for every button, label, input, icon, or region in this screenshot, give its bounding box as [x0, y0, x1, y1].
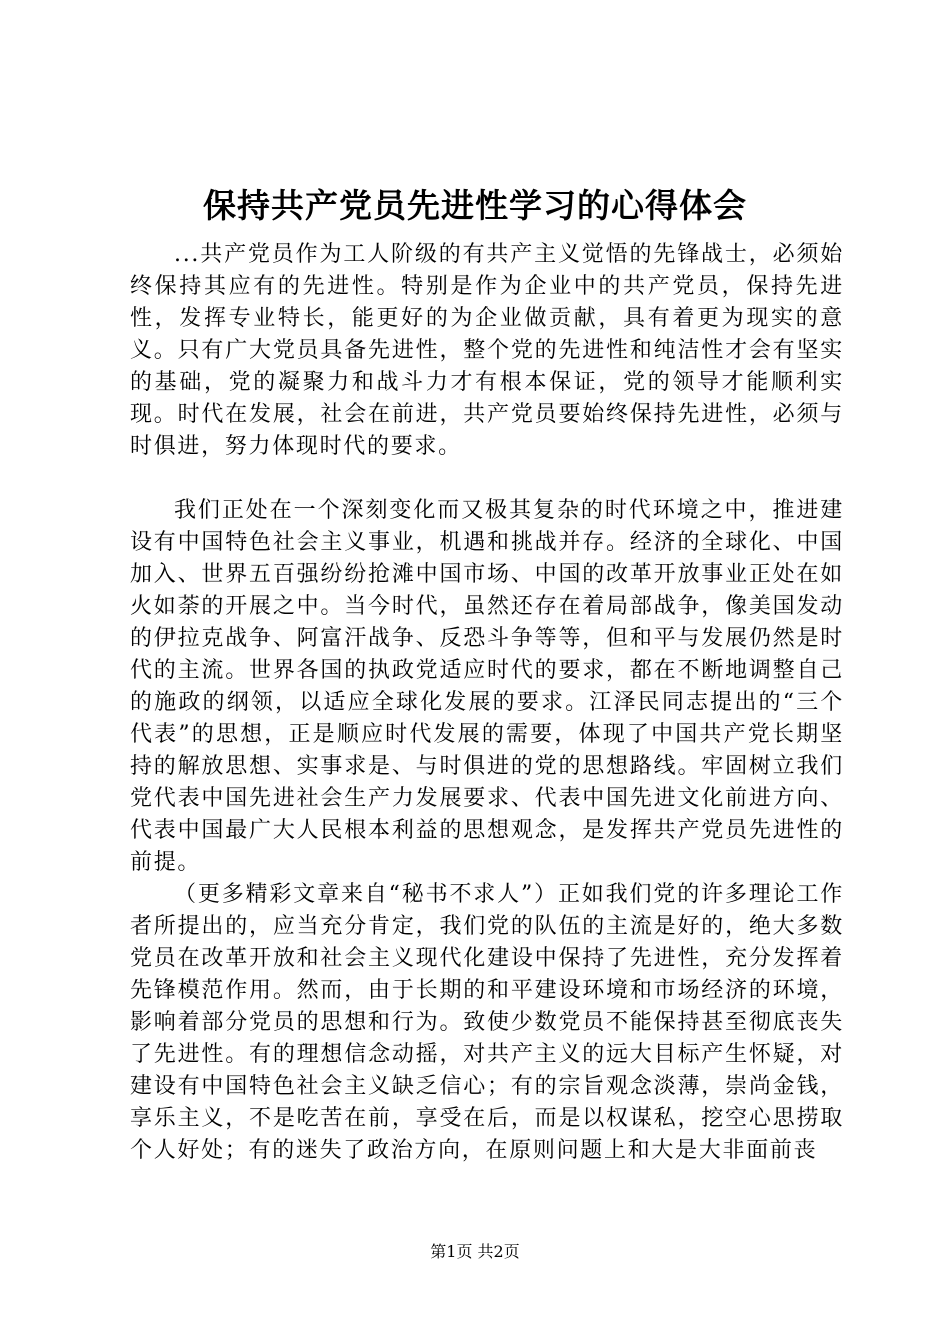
paragraph-spacer — [130, 463, 844, 495]
document-body — [130, 239, 844, 1167]
page-number-footer: 第1页 共2页 — [430, 1242, 520, 1261]
paragraph-1: ...共产党员作为工人阶级的有共产主义觉悟的先锋战士，必须始终保持其应有的先进性。特别是作为企业中的共产党员，保持先进性，发挥专业特长，能更好的为企业做贡献，具有着更为现实的意义。只有广大党员具备先进性，整个党的先进性和纯洁性才会有坚实的基础，党的凝聚力和战斗力才有根本保证，党的领导才能顺利实现。时代在发展，社会在前进，共产党员要始终保持先进性，必须与时俱进，努力体现时代的要求。 — [130, 242, 844, 459]
paragraph-3: （更多精彩文章来自“秘书不求人”）正如我们党的许多理论工作者所提出的，应当充分肯定，我们党的队伍的主流是好的，绝大多数党员在改革开放和社会主义现代化建设中保持了先进性，充分发挥着先锋模范作用。然而，由于长期的和平建设环境和市场经济的环境，影响着部分党员的思想和行为。致使少数党员不能保持甚至彻底丧失了先进性。有的理想信念动摇，对共产主义的远大目标产生怀疑，对建设有中国特色社会主义缺乏信心；有的宗旨观念淡薄，崇尚金钱，享乐主义，不是吃苦在前，享受在后，而是以权谋私，挖空心思捞取个人好处；有的迷失了政治方向，在原则问题上和大是大非面前丧 — [130, 882, 844, 1163]
document-title: 保持共产党员先进性学习的心得体会 — [203, 186, 747, 225]
paragraph-2: 我们正处在一个深刻变化而又极其复杂的时代环境之中，推进建设有中国特色社会主义事业，机遇和挑战并存。经济的全球化、中国加入、世界五百强纷纷抢滩中国市场、中国的改革开放事业正处在如火如荼的开展之中。当今时代，虽然还存在着局部战争，像美国发动的伊拉克战争、阿富汗战争、反恐斗争等等，但和平与发展仍然是时代的主流。世界各国的执政党适应时代的要求，都在不断地调整自己的施政的纲领，以适应全球化发展的要求。江泽民同志提出的“三个代表”的思想，正是顺应时代发展的需要，体现了中国共产党长期坚持的解放思想、实事求是、与时俱进的党的思想路线。牢固树立我们党代表中国先进社会生产力发展要求、代表中国先进文化前进方向、代表中国最广大人民根本利益的思想观念，是发挥共产党员先进性的前提。 — [130, 498, 844, 875]
